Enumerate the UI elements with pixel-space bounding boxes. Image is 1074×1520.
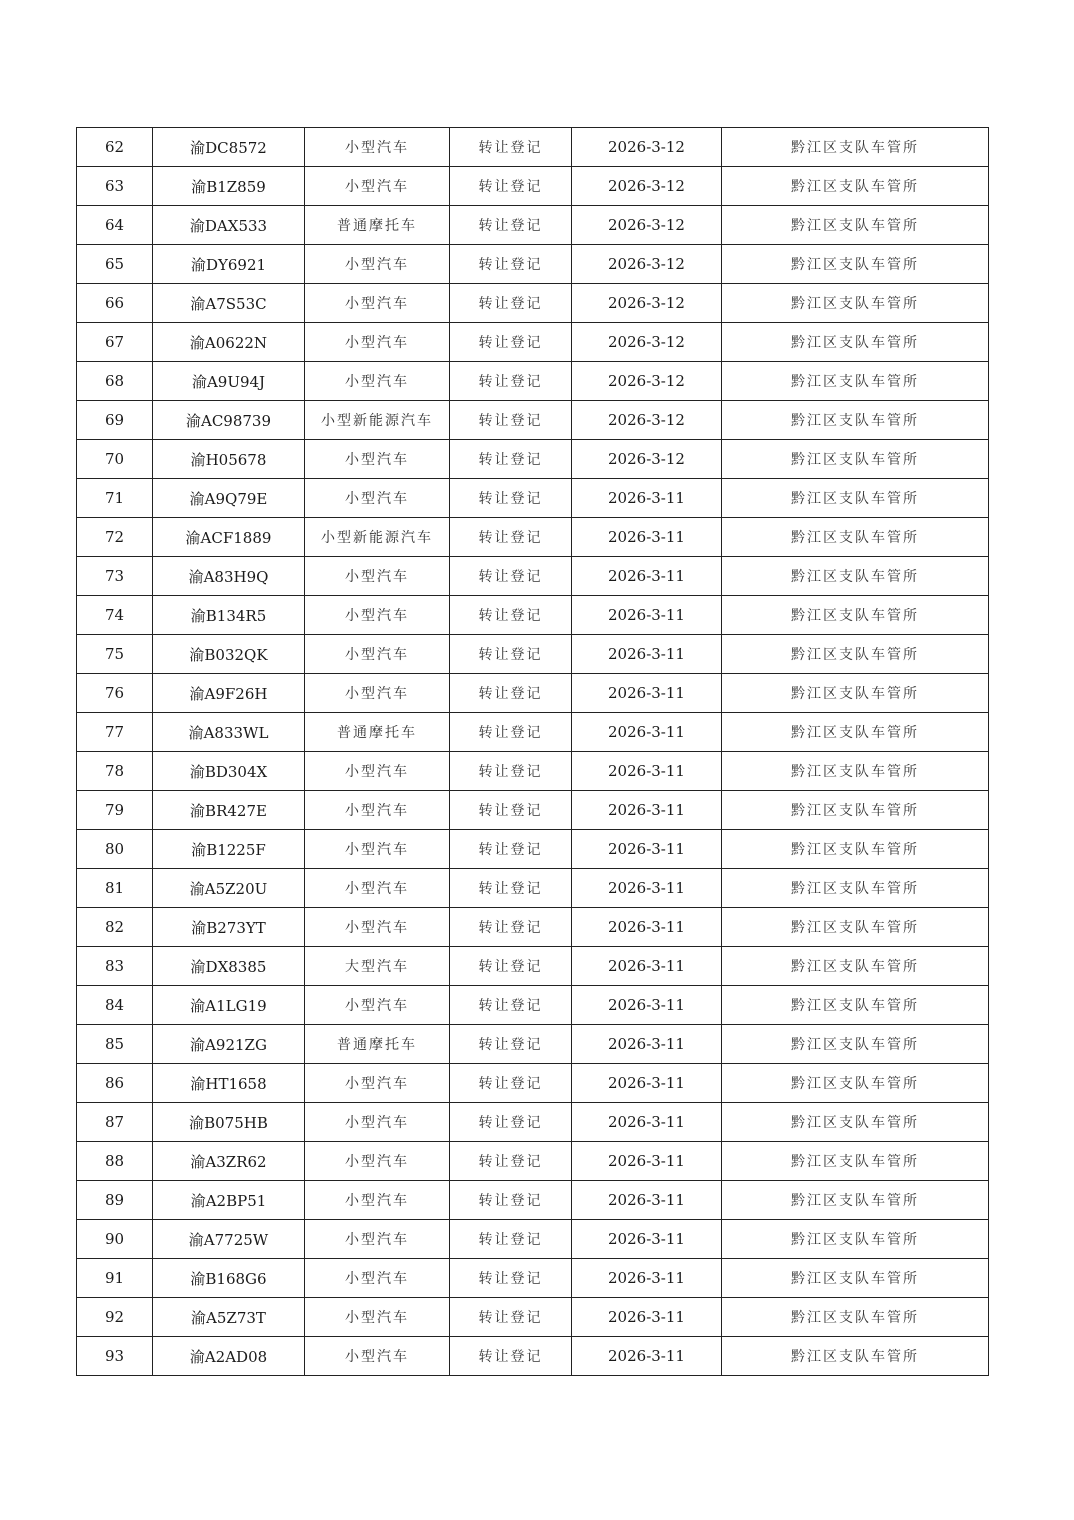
vehicle-type: 普通摩托车 (305, 206, 450, 245)
table-row (77, 1259, 989, 1298)
registration-date: 2026-3-12 (572, 245, 722, 284)
registration-date: 2026-3-11 (572, 908, 722, 947)
registration-date: 2026-3-11 (572, 869, 722, 908)
row-number: 84 (77, 986, 153, 1025)
registration-date: 2026-3-11 (572, 791, 722, 830)
business-type: 转让登记 (450, 986, 572, 1025)
plate-number: 渝A83H9Q (153, 557, 305, 596)
vehicle-type: 小型汽车 (305, 245, 450, 284)
row-number: 90 (77, 1220, 153, 1259)
table-row (77, 323, 989, 362)
business-type: 转让登记 (450, 167, 572, 206)
vehicle-type: 小型汽车 (305, 596, 450, 635)
business-type: 转让登记 (450, 557, 572, 596)
vehicle-type: 小型汽车 (305, 323, 450, 362)
row-number: 92 (77, 1298, 153, 1337)
table-row (77, 635, 989, 674)
table-row (77, 518, 989, 557)
row-number: 72 (77, 518, 153, 557)
vehicle-type: 小型汽车 (305, 791, 450, 830)
vehicle-type: 小型汽车 (305, 635, 450, 674)
business-type: 转让登记 (450, 674, 572, 713)
handling-office: 黔江区支队车管所 (722, 128, 989, 167)
handling-office: 黔江区支队车管所 (722, 206, 989, 245)
handling-office: 黔江区支队车管所 (722, 908, 989, 947)
registration-date: 2026-3-11 (572, 479, 722, 518)
registration-date: 2026-3-11 (572, 1025, 722, 1064)
plate-number: 渝BR427E (153, 791, 305, 830)
row-number: 80 (77, 830, 153, 869)
vehicle-type: 小型汽车 (305, 440, 450, 479)
vehicle-type: 小型汽车 (305, 1298, 450, 1337)
handling-office: 黔江区支队车管所 (722, 752, 989, 791)
handling-office: 黔江区支队车管所 (722, 635, 989, 674)
business-type: 转让登记 (450, 908, 572, 947)
plate-number: 渝A3ZR62 (153, 1142, 305, 1181)
business-type: 转让登记 (450, 245, 572, 284)
registration-date: 2026-3-12 (572, 128, 722, 167)
registration-date: 2026-3-11 (572, 752, 722, 791)
vehicle-type: 小型汽车 (305, 1259, 450, 1298)
table-row (77, 206, 989, 245)
handling-office: 黔江区支队车管所 (722, 830, 989, 869)
handling-office: 黔江区支队车管所 (722, 674, 989, 713)
business-type: 转让登记 (450, 830, 572, 869)
plate-number: 渝B1225F (153, 830, 305, 869)
table-row (77, 245, 989, 284)
table-row (77, 1025, 989, 1064)
business-type: 转让登记 (450, 401, 572, 440)
table-row (77, 1142, 989, 1181)
row-number: 89 (77, 1181, 153, 1220)
handling-office: 黔江区支队车管所 (722, 557, 989, 596)
row-number: 82 (77, 908, 153, 947)
table-row (77, 284, 989, 323)
plate-number: 渝A0622N (153, 323, 305, 362)
plate-number: 渝A7725W (153, 1220, 305, 1259)
vehicle-type: 普通摩托车 (305, 1025, 450, 1064)
plate-number: 渝A5Z73T (153, 1298, 305, 1337)
vehicle-type: 小型汽车 (305, 908, 450, 947)
business-type: 转让登记 (450, 440, 572, 479)
plate-number: 渝H05678 (153, 440, 305, 479)
plate-number: 渝HT1658 (153, 1064, 305, 1103)
vehicle-type: 小型汽车 (305, 167, 450, 206)
handling-office: 黔江区支队车管所 (722, 440, 989, 479)
plate-number: 渝A833WL (153, 713, 305, 752)
table-row (77, 1181, 989, 1220)
handling-office: 黔江区支队车管所 (722, 1337, 989, 1376)
table-row (77, 713, 989, 752)
row-number: 91 (77, 1259, 153, 1298)
business-type: 转让登记 (450, 713, 572, 752)
vehicle-type: 小型汽车 (305, 986, 450, 1025)
handling-office: 黔江区支队车管所 (722, 1220, 989, 1259)
business-type: 转让登记 (450, 791, 572, 830)
handling-office: 黔江区支队车管所 (722, 323, 989, 362)
plate-number: 渝A2AD08 (153, 1337, 305, 1376)
registration-date: 2026-3-11 (572, 1298, 722, 1337)
plate-number: 渝B032QK (153, 635, 305, 674)
registration-date: 2026-3-11 (572, 947, 722, 986)
row-number: 88 (77, 1142, 153, 1181)
handling-office: 黔江区支队车管所 (722, 362, 989, 401)
registration-date: 2026-3-12 (572, 440, 722, 479)
registration-date: 2026-3-11 (572, 1220, 722, 1259)
registration-date: 2026-3-12 (572, 323, 722, 362)
table-row (77, 1103, 989, 1142)
vehicle-transfer-table (76, 127, 989, 1376)
row-number: 77 (77, 713, 153, 752)
row-number: 85 (77, 1025, 153, 1064)
plate-number: 渝A921ZG (153, 1025, 305, 1064)
registration-date: 2026-3-11 (572, 830, 722, 869)
plate-number: 渝DC8572 (153, 128, 305, 167)
business-type: 转让登记 (450, 869, 572, 908)
table-row (77, 947, 989, 986)
registration-date: 2026-3-11 (572, 518, 722, 557)
vehicle-type: 小型汽车 (305, 869, 450, 908)
registration-date: 2026-3-11 (572, 1259, 722, 1298)
row-number: 70 (77, 440, 153, 479)
handling-office: 黔江区支队车管所 (722, 869, 989, 908)
plate-number: 渝B075HB (153, 1103, 305, 1142)
row-number: 83 (77, 947, 153, 986)
business-type: 转让登记 (450, 752, 572, 791)
handling-office: 黔江区支队车管所 (722, 479, 989, 518)
row-number: 79 (77, 791, 153, 830)
registration-date: 2026-3-11 (572, 557, 722, 596)
handling-office: 黔江区支队车管所 (722, 1064, 989, 1103)
table-row (77, 869, 989, 908)
registration-date: 2026-3-11 (572, 1181, 722, 1220)
registration-list-page (76, 127, 988, 1376)
handling-office: 黔江区支队车管所 (722, 1298, 989, 1337)
table-row (77, 440, 989, 479)
plate-number: 渝A2BP51 (153, 1181, 305, 1220)
registration-date: 2026-3-11 (572, 1103, 722, 1142)
row-number: 69 (77, 401, 153, 440)
table-body (77, 128, 989, 1376)
vehicle-type: 大型汽车 (305, 947, 450, 986)
plate-number: 渝DX8385 (153, 947, 305, 986)
registration-date: 2026-3-11 (572, 713, 722, 752)
row-number: 74 (77, 596, 153, 635)
handling-office: 黔江区支队车管所 (722, 401, 989, 440)
row-number: 64 (77, 206, 153, 245)
table-row (77, 1064, 989, 1103)
vehicle-type: 小型汽车 (305, 1142, 450, 1181)
plate-number: 渝DAX533 (153, 206, 305, 245)
table-row (77, 986, 989, 1025)
handling-office: 黔江区支队车管所 (722, 518, 989, 557)
vehicle-type: 小型汽车 (305, 830, 450, 869)
table-row (77, 908, 989, 947)
business-type: 转让登记 (450, 1064, 572, 1103)
registration-date: 2026-3-11 (572, 1142, 722, 1181)
plate-number: 渝B1Z859 (153, 167, 305, 206)
table-row (77, 791, 989, 830)
vehicle-type: 小型汽车 (305, 674, 450, 713)
handling-office: 黔江区支队车管所 (722, 284, 989, 323)
business-type: 转让登记 (450, 206, 572, 245)
business-type: 转让登记 (450, 284, 572, 323)
handling-office: 黔江区支队车管所 (722, 986, 989, 1025)
handling-office: 黔江区支队车管所 (722, 596, 989, 635)
table-row (77, 401, 989, 440)
registration-date: 2026-3-12 (572, 206, 722, 245)
vehicle-type: 小型汽车 (305, 362, 450, 401)
handling-office: 黔江区支队车管所 (722, 245, 989, 284)
vehicle-type: 小型汽车 (305, 1181, 450, 1220)
row-number: 62 (77, 128, 153, 167)
business-type: 转让登记 (450, 518, 572, 557)
row-number: 65 (77, 245, 153, 284)
table-row (77, 557, 989, 596)
row-number: 78 (77, 752, 153, 791)
row-number: 73 (77, 557, 153, 596)
business-type: 转让登记 (450, 947, 572, 986)
plate-number: 渝DY6921 (153, 245, 305, 284)
registration-date: 2026-3-11 (572, 1337, 722, 1376)
business-type: 转让登记 (450, 1298, 572, 1337)
registration-date: 2026-3-12 (572, 401, 722, 440)
registration-date: 2026-3-11 (572, 674, 722, 713)
table-row (77, 167, 989, 206)
business-type: 转让登记 (450, 323, 572, 362)
plate-number: 渝A7S53C (153, 284, 305, 323)
business-type: 转让登记 (450, 1181, 572, 1220)
row-number: 68 (77, 362, 153, 401)
vehicle-type: 小型汽车 (305, 1337, 450, 1376)
row-number: 76 (77, 674, 153, 713)
row-number: 75 (77, 635, 153, 674)
table-row (77, 830, 989, 869)
table-row (77, 1220, 989, 1259)
business-type: 转让登记 (450, 1259, 572, 1298)
business-type: 转让登记 (450, 1103, 572, 1142)
plate-number: 渝A5Z20U (153, 869, 305, 908)
table-row (77, 479, 989, 518)
table-row (77, 596, 989, 635)
plate-number: 渝ACF1889 (153, 518, 305, 557)
registration-date: 2026-3-11 (572, 635, 722, 674)
table-row (77, 674, 989, 713)
business-type: 转让登记 (450, 1220, 572, 1259)
vehicle-type: 小型汽车 (305, 1103, 450, 1142)
registration-date: 2026-3-12 (572, 167, 722, 206)
vehicle-type: 小型新能源汽车 (305, 518, 450, 557)
row-number: 67 (77, 323, 153, 362)
row-number: 93 (77, 1337, 153, 1376)
business-type: 转让登记 (450, 1337, 572, 1376)
registration-date: 2026-3-11 (572, 1064, 722, 1103)
plate-number: 渝B168G6 (153, 1259, 305, 1298)
plate-number: 渝A9F26H (153, 674, 305, 713)
table-row (77, 752, 989, 791)
vehicle-type: 普通摩托车 (305, 713, 450, 752)
row-number: 66 (77, 284, 153, 323)
handling-office: 黔江区支队车管所 (722, 1025, 989, 1064)
plate-number: 渝B273YT (153, 908, 305, 947)
handling-office: 黔江区支队车管所 (722, 1103, 989, 1142)
vehicle-type: 小型汽车 (305, 1064, 450, 1103)
plate-number: 渝A1LG19 (153, 986, 305, 1025)
row-number: 71 (77, 479, 153, 518)
vehicle-type: 小型汽车 (305, 752, 450, 791)
row-number: 87 (77, 1103, 153, 1142)
table-row (77, 1337, 989, 1376)
vehicle-type: 小型新能源汽车 (305, 401, 450, 440)
vehicle-type: 小型汽车 (305, 1220, 450, 1259)
plate-number: 渝BD304X (153, 752, 305, 791)
handling-office: 黔江区支队车管所 (722, 791, 989, 830)
plate-number: 渝A9U94J (153, 362, 305, 401)
vehicle-type: 小型汽车 (305, 128, 450, 167)
registration-date: 2026-3-11 (572, 986, 722, 1025)
row-number: 63 (77, 167, 153, 206)
business-type: 转让登记 (450, 1025, 572, 1064)
business-type: 转让登记 (450, 1142, 572, 1181)
handling-office: 黔江区支队车管所 (722, 947, 989, 986)
business-type: 转让登记 (450, 635, 572, 674)
handling-office: 黔江区支队车管所 (722, 1259, 989, 1298)
business-type: 转让登记 (450, 479, 572, 518)
plate-number: 渝AC98739 (153, 401, 305, 440)
row-number: 86 (77, 1064, 153, 1103)
handling-office: 黔江区支队车管所 (722, 1181, 989, 1220)
plate-number: 渝A9Q79E (153, 479, 305, 518)
registration-date: 2026-3-12 (572, 362, 722, 401)
vehicle-type: 小型汽车 (305, 479, 450, 518)
table-row (77, 1298, 989, 1337)
handling-office: 黔江区支队车管所 (722, 167, 989, 206)
business-type: 转让登记 (450, 362, 572, 401)
business-type: 转让登记 (450, 128, 572, 167)
registration-date: 2026-3-11 (572, 596, 722, 635)
vehicle-type: 小型汽车 (305, 557, 450, 596)
row-number: 81 (77, 869, 153, 908)
registration-date: 2026-3-12 (572, 284, 722, 323)
business-type: 转让登记 (450, 596, 572, 635)
handling-office: 黔江区支队车管所 (722, 713, 989, 752)
vehicle-type: 小型汽车 (305, 284, 450, 323)
table-row (77, 362, 989, 401)
table-row (77, 128, 989, 167)
plate-number: 渝B134R5 (153, 596, 305, 635)
handling-office: 黔江区支队车管所 (722, 1142, 989, 1181)
